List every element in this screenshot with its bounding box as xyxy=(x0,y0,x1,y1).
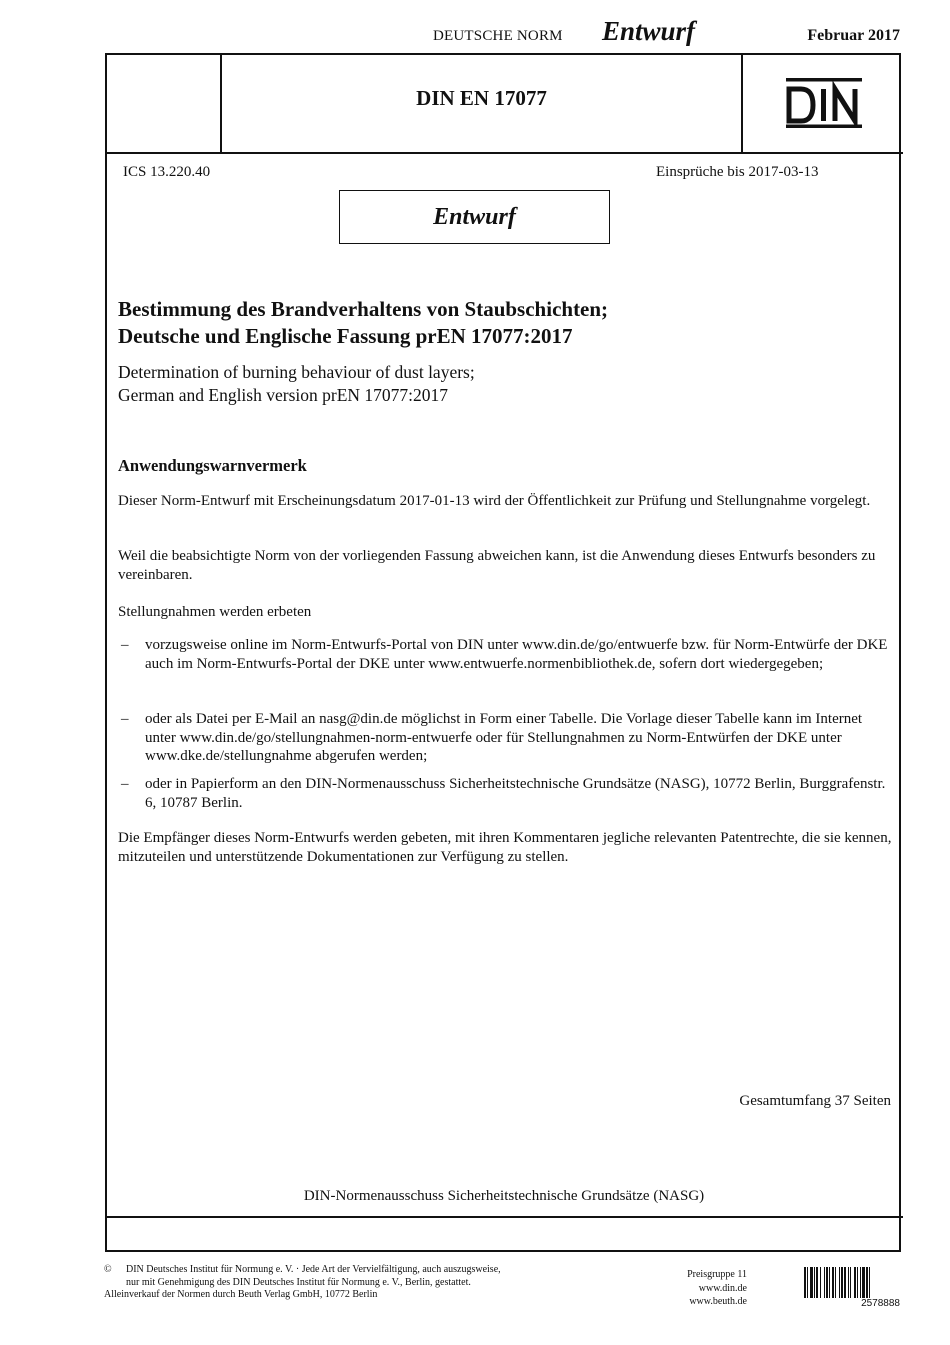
title-line: Deutsche und Englische Fassung prEN 17077:2017 xyxy=(118,324,573,348)
list-item xyxy=(118,710,893,766)
copyright-icon: © xyxy=(104,1264,112,1275)
list-dash: – xyxy=(121,637,129,653)
list-item-text: oder als Datei per E-Mail an nasg@din.de möglichst in Form einer Tabelle. Die Vorlage dieser Tabelle kann im Internet unter www.din.de/go/stellungnahmen-norm-entwuerfe oder für Stellungnahmen zu Norm-Entwürfen der DKE unter www.dke.de/stellungnahme abgerufen werden; xyxy=(145,711,863,764)
comments-deadline: Einsprüche bis 2017-03-13 xyxy=(656,164,819,180)
notice-paragraph: Stellungnahmen werden erbeten xyxy=(118,604,312,620)
copyright-notice xyxy=(104,1264,501,1302)
title-english xyxy=(118,361,888,407)
notice-paragraph: Die Empfänger dieses Norm-Entwurfs werden gebeten, mit ihren Kommentaren jegliche relevanten Patentrechte, die sie kennen, mitzuteilen und unterstützende Dokumentationen zur Verfügung zu stellen. xyxy=(118,830,892,865)
barcode-number: 2578888 xyxy=(861,1298,900,1309)
publication-date: Februar 2017 xyxy=(807,27,900,44)
committee-name: DIN-Normenausschuss Sicherheitstechnische Grundsätze (NASG) xyxy=(303,1188,705,1204)
list-dash: – xyxy=(121,776,129,792)
title-german xyxy=(118,296,888,350)
divider xyxy=(105,1216,903,1218)
list-item-text: oder in Papierform an den DIN-Normenausschuss Sicherheitstechnische Grundsätze (NASG), 10772 Berlin, Burggrafenstr. 6, 10787 Berlin. xyxy=(145,776,886,811)
list-item-text: vorzugsweise online im Norm-Entwurfs-Portal von DIN unter www.din.de/go/entwuerfe bzw. für Norm-Entwürfe der DKE auch im Norm-Entwurfs-Portal der DKE unter www.entwuerfe.normenbibliothek.de, sofern dort wiedergegeben; xyxy=(145,637,888,672)
list-item xyxy=(118,775,893,812)
divider xyxy=(105,152,903,154)
divider xyxy=(741,53,743,154)
notice-paragraph: Dieser Norm-Entwurf mit Erscheinungsdatum 2017-01-13 wird der Öffentlichkeit zur Prüfung und Stellungnahme vorgelegt. xyxy=(118,493,871,509)
beuth-url: www.beuth.de xyxy=(689,1296,747,1307)
list-item xyxy=(118,636,893,673)
draft-box xyxy=(339,190,610,244)
title-line: Determination of burning behaviour of dust layers; xyxy=(118,362,475,382)
copyright-line: DIN Deutsches Institut für Normung e. V. · Jede Art der Vervielfältigung, auch auszugsweise, xyxy=(126,1264,501,1275)
series-label: DEUTSCHE NORM xyxy=(433,28,563,44)
price-group: Preisgruppe 11 xyxy=(687,1269,747,1280)
din-logo xyxy=(786,78,862,133)
document-number: DIN EN 17077 xyxy=(416,86,547,110)
list-dash: – xyxy=(121,711,129,727)
status-label: Entwurf xyxy=(602,16,696,46)
title-line: Bestimmung des Brandverhaltens von Staubschichten; xyxy=(118,297,609,321)
draft-label: Entwurf xyxy=(433,203,516,230)
copyright-line: Alleinverkauf der Normen durch Beuth Verlag GmbH, 10772 Berlin xyxy=(104,1289,378,1300)
total-pages: Gesamtumfang 37 Seiten xyxy=(739,1093,891,1109)
notice-heading: Anwendungswarnvermerk xyxy=(118,456,307,475)
notice-paragraph: Weil die beabsichtigte Norm von der vorliegenden Fassung abweichen kann, ist die Anwendung dieses Entwurfs besonders zu vereinbaren. xyxy=(118,548,876,583)
ics-code: ICS 13.220.40 xyxy=(123,164,211,180)
title-line: German and English version prEN 17077:2017 xyxy=(118,385,449,405)
din-url: www.din.de xyxy=(698,1282,747,1294)
copyright-line: nur mit Genehmigung des DIN Deutsches Institut für Normung e. V., Berlin, gestattet. xyxy=(126,1276,471,1288)
price-info xyxy=(640,1268,747,1309)
